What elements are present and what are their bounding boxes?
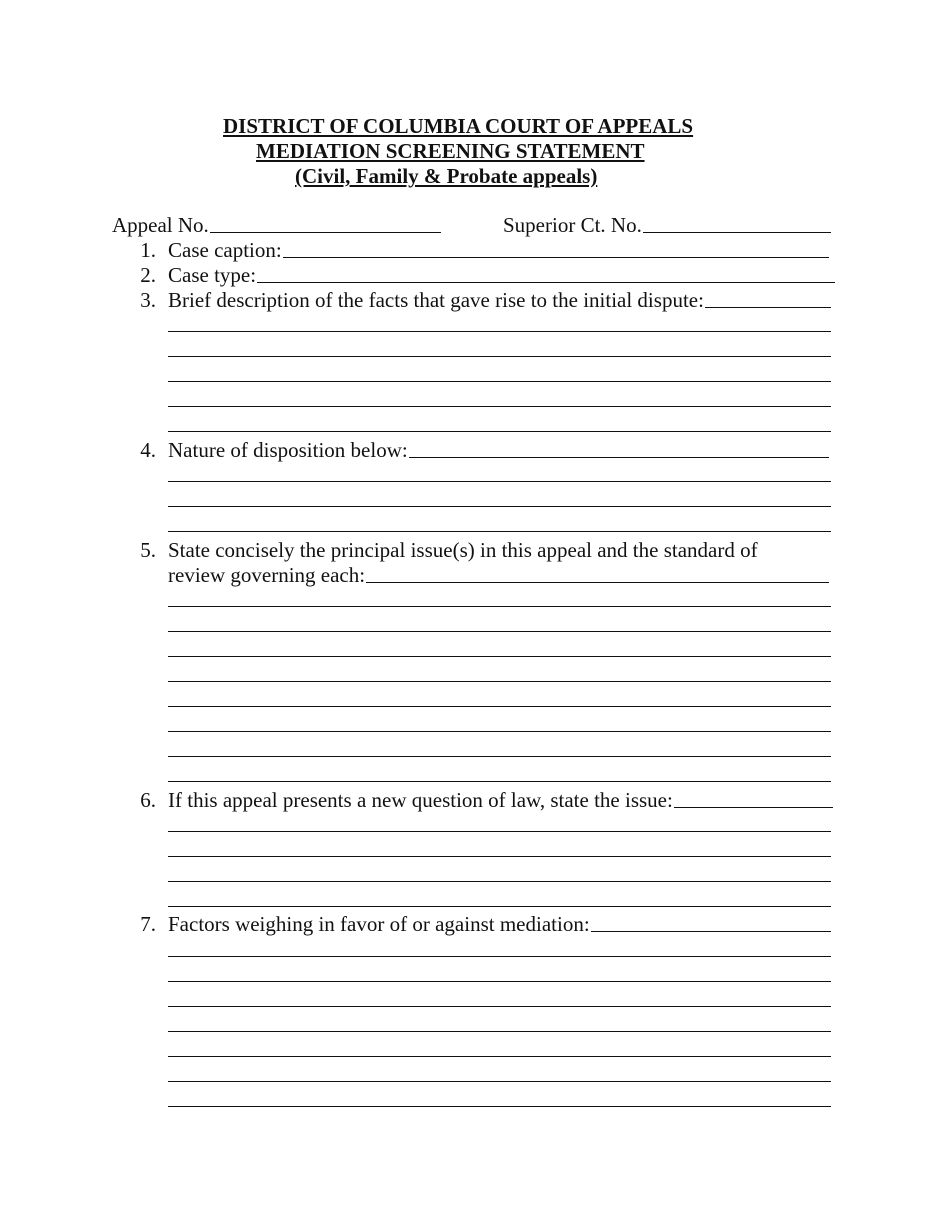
principal-issues-field[interactable] — [366, 582, 829, 583]
new-question-field[interactable] — [674, 807, 833, 808]
superior-ct-no-label: Superior Ct. No. — [503, 213, 642, 237]
facts-description-line[interactable] — [168, 381, 831, 382]
new-question-line[interactable] — [168, 856, 831, 857]
appeal-no-label: Appeal No. — [112, 213, 209, 237]
principal-issues-row — [168, 538, 758, 563]
appeal-no-row — [112, 213, 441, 238]
facts-description-row — [168, 288, 831, 313]
principal-issues-line[interactable] — [168, 631, 831, 632]
item-number: 2. — [140, 263, 156, 287]
disposition-line[interactable] — [168, 506, 831, 507]
item-number: 1. — [140, 238, 156, 262]
principal-issues-line[interactable] — [168, 706, 831, 707]
case-caption-row — [168, 238, 829, 263]
disposition-row — [168, 438, 829, 463]
new-question-label: If this appeal presents a new question of law, state the issue: — [168, 788, 673, 812]
facts-description-line[interactable] — [168, 331, 831, 332]
mediation-factors-line[interactable] — [168, 1031, 831, 1032]
disposition-field[interactable] — [409, 457, 829, 458]
item-number: 3. — [140, 288, 156, 312]
superior-ct-no-row — [503, 213, 831, 238]
case-type-row — [168, 263, 835, 288]
facts-description-line[interactable] — [168, 431, 831, 432]
mediation-factors-row — [168, 912, 831, 937]
disposition-line[interactable] — [168, 481, 831, 482]
mediation-factors-label: Factors weighing in favor of or against mediation: — [168, 912, 590, 936]
mediation-factors-line[interactable] — [168, 1056, 831, 1057]
facts-description-line[interactable] — [168, 406, 831, 407]
item-number: 5. — [140, 538, 156, 562]
principal-issues-line[interactable] — [168, 731, 831, 732]
appeal-scope-subtitle: (Civil, Family & Probate appeals) — [295, 164, 598, 188]
principal-issues-line[interactable] — [168, 656, 831, 657]
court-title: DISTRICT OF COLUMBIA COURT OF APPEALS — [223, 114, 694, 138]
statement-title: MEDIATION SCREENING STATEMENT — [256, 139, 645, 163]
facts-description-field[interactable] — [705, 307, 831, 308]
new-question-line[interactable] — [168, 881, 831, 882]
facts-description-line[interactable] — [168, 356, 831, 357]
disposition-line[interactable] — [168, 531, 831, 532]
principal-issues-line[interactable] — [168, 756, 831, 757]
principal-issues-cont-row — [168, 563, 829, 588]
item-number: 7. — [140, 912, 156, 936]
mediation-factors-line[interactable] — [168, 1081, 831, 1082]
mediation-factors-line[interactable] — [168, 981, 831, 982]
principal-issues-label-cont: review governing each: — [168, 563, 366, 587]
principal-issues-line[interactable] — [168, 681, 831, 682]
superior-ct-no-field[interactable] — [643, 232, 831, 233]
new-question-line[interactable] — [168, 831, 831, 832]
appeal-no-field[interactable] — [210, 232, 441, 233]
case-caption-field[interactable] — [283, 257, 829, 258]
mediation-factors-line[interactable] — [168, 1106, 831, 1107]
case-type-field[interactable] — [257, 282, 835, 283]
facts-description-label: Brief description of the facts that gave rise to the initial dispute: — [168, 288, 704, 312]
new-question-line[interactable] — [168, 906, 831, 907]
disposition-label: Nature of disposition below: — [168, 438, 408, 462]
new-question-row — [168, 788, 833, 813]
case-type-label: Case type: — [168, 263, 257, 287]
mediation-factors-line[interactable] — [168, 956, 831, 957]
case-caption-label: Case caption: — [168, 238, 282, 262]
mediation-factors-line[interactable] — [168, 1006, 831, 1007]
mediation-factors-field[interactable] — [591, 931, 831, 932]
item-number: 6. — [140, 788, 156, 812]
principal-issues-line[interactable] — [168, 606, 831, 607]
principal-issues-line[interactable] — [168, 781, 831, 782]
principal-issues-label: State concisely the principal issue(s) in this appeal and the standard of — [168, 538, 758, 562]
item-number: 4. — [140, 438, 156, 462]
